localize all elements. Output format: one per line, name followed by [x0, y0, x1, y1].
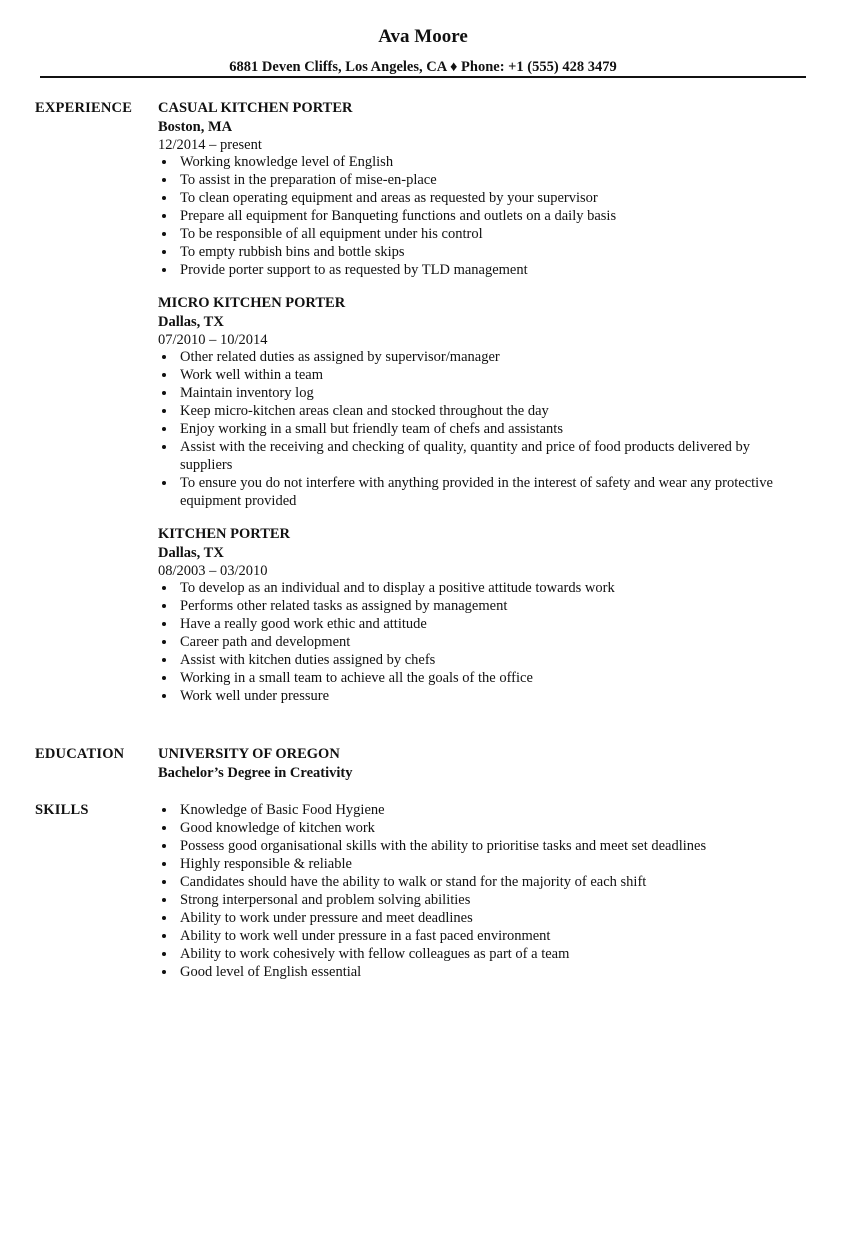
duty-text: Career path and development	[180, 634, 351, 650]
list-item	[158, 927, 798, 945]
skill-text: Ability to work under pressure and meet deadlines	[180, 910, 473, 926]
skill-text: Ability to work cohesively with fellow colleagues as part of a team	[180, 946, 570, 962]
list-item	[158, 171, 798, 189]
duty-text: Working knowledge level of English	[180, 154, 394, 170]
bullet-icon	[162, 640, 166, 644]
bullet-icon	[162, 232, 166, 236]
bullet-icon	[162, 178, 166, 182]
duty-text: Work well within a team	[180, 367, 323, 383]
list-item	[158, 225, 798, 243]
bullet-icon	[162, 622, 166, 626]
skill-text: Strong interpersonal and problem solving abilities	[180, 892, 471, 908]
list-item	[158, 633, 798, 651]
job-duties-list	[158, 153, 798, 279]
duty-text: Assist with the receiving and checking of quality, quantity and price of food products delivered by suppliers	[180, 439, 751, 473]
job-title: KITCHEN PORTER	[158, 526, 291, 542]
duty-text: To be responsible of all equipment under his control	[180, 226, 483, 242]
duty-text: To empty rubbish bins and bottle skips	[180, 244, 405, 260]
list-item	[158, 669, 798, 687]
job-title: CASUAL KITCHEN PORTER	[158, 100, 353, 116]
bullet-icon	[162, 880, 166, 884]
skill-text: Good level of English essential	[180, 964, 362, 980]
bullet-icon	[162, 373, 166, 377]
list-item	[158, 801, 798, 819]
duty-text: Assist with kitchen duties assigned by chefs	[180, 652, 436, 668]
skill-text: Knowledge of Basic Food Hygiene	[180, 802, 385, 818]
duty-text: Keep micro-kitchen areas clean and stocked throughout the day	[180, 403, 549, 419]
bullet-icon	[162, 427, 166, 431]
list-item	[158, 909, 798, 927]
skill-text: Possess good organisational skills with the ability to prioritise tasks and meet set deadlines	[180, 838, 707, 854]
bullet-icon	[162, 898, 166, 902]
job-dates: 07/2010 – 10/2014	[158, 332, 268, 348]
list-item	[158, 855, 798, 873]
list-item	[158, 402, 798, 420]
section-label-experience: EXPERIENCE	[35, 100, 133, 116]
list-item	[158, 189, 798, 207]
duty-text: To ensure you do not interfere with anything provided in the interest of safety and wear any protective equipment provided	[180, 475, 773, 509]
duty-text: Prepare all equipment for Banqueting functions and outlets on a daily basis	[180, 208, 617, 224]
list-item	[158, 891, 798, 909]
list-item	[158, 963, 798, 981]
duty-text: To develop as an individual and to display a positive attitude towards work	[180, 580, 615, 596]
list-item	[158, 579, 798, 597]
job-location: Dallas, TX	[158, 545, 224, 561]
list-item	[158, 837, 798, 855]
experience-body	[158, 99, 798, 705]
bullet-icon	[162, 250, 166, 254]
skills-list	[158, 801, 798, 981]
job-duties-list	[158, 579, 798, 705]
list-item	[158, 474, 798, 510]
contact-line: 6881 Deven Cliffs, Los Angeles, CA ♦ Phone: +1 (555) 428 3479	[229, 59, 617, 75]
bullet-icon	[162, 391, 166, 395]
duty-text: Maintain inventory log	[180, 385, 314, 401]
duty-text: To clean operating equipment and areas as requested by your supervisor	[180, 190, 598, 206]
header-divider	[40, 76, 806, 78]
duty-text: Have a really good work ethic and attitude	[180, 616, 427, 632]
degree: Bachelor’s Degree in Creativity	[158, 765, 353, 781]
list-item	[158, 873, 798, 891]
list-item	[158, 945, 798, 963]
bullet-icon	[162, 952, 166, 956]
bullet-icon	[162, 268, 166, 272]
duty-text: To assist in the preparation of mise-en-place	[180, 172, 437, 188]
job-location: Boston, MA	[158, 119, 233, 135]
section-label-education: EDUCATION	[35, 746, 125, 762]
bullet-icon	[162, 970, 166, 974]
bullet-icon	[162, 916, 166, 920]
skill-text: Candidates should have the ability to walk or stand for the majority of each shift	[180, 874, 647, 890]
skill-text: Good knowledge of kitchen work	[180, 820, 375, 836]
bullet-icon	[162, 862, 166, 866]
list-item	[158, 261, 798, 279]
bullet-icon	[162, 604, 166, 608]
list-item	[158, 651, 798, 669]
bullet-icon	[162, 694, 166, 698]
job-entry	[158, 99, 798, 279]
skill-text: Highly responsible & reliable	[180, 856, 352, 872]
bullet-icon	[162, 196, 166, 200]
bullet-icon	[162, 445, 166, 449]
list-item	[158, 348, 798, 366]
job-dates: 12/2014 – present	[158, 137, 262, 153]
list-item	[158, 819, 798, 837]
bullet-icon	[162, 808, 166, 812]
bullet-icon	[162, 160, 166, 164]
list-item	[158, 384, 798, 402]
list-item	[158, 207, 798, 225]
duty-text: Work well under pressure	[180, 688, 330, 704]
list-item	[158, 615, 798, 633]
bullet-icon	[162, 826, 166, 830]
job-entry	[158, 294, 798, 510]
list-item	[158, 243, 798, 261]
candidate-name: Ava Moore	[378, 26, 468, 47]
list-item	[158, 597, 798, 615]
job-location: Dallas, TX	[158, 314, 224, 330]
bullet-icon	[162, 355, 166, 359]
bullet-icon	[162, 586, 166, 590]
job-dates: 08/2003 – 03/2010	[158, 563, 268, 579]
list-item	[158, 153, 798, 171]
skills-body	[158, 801, 798, 981]
duty-text: Enjoy working in a small but friendly team of chefs and assistants	[180, 421, 563, 437]
duty-text: Other related duties as assigned by supervisor/manager	[180, 349, 500, 365]
job-title: MICRO KITCHEN PORTER	[158, 295, 346, 311]
duty-text: Working in a small team to achieve all the goals of the office	[180, 670, 533, 686]
list-item	[158, 366, 798, 384]
list-item	[158, 438, 798, 474]
job-duties-list	[158, 348, 798, 510]
list-item	[158, 687, 798, 705]
bullet-icon	[162, 481, 166, 485]
bullet-icon	[162, 934, 166, 938]
bullet-icon	[162, 676, 166, 680]
duty-text: Provide porter support to as requested by TLD management	[180, 262, 528, 278]
bullet-icon	[162, 658, 166, 662]
education-body	[158, 745, 798, 783]
duty-text: Performs other related tasks as assigned by management	[180, 598, 508, 614]
bullet-icon	[162, 409, 166, 413]
skill-text: Ability to work well under pressure in a fast paced environment	[180, 928, 551, 944]
bullet-icon	[162, 844, 166, 848]
bullet-icon	[162, 214, 166, 218]
list-item	[158, 420, 798, 438]
job-entry	[158, 525, 798, 705]
school-name: UNIVERSITY OF OREGON	[158, 746, 340, 762]
section-label-skills: SKILLS	[35, 802, 89, 818]
